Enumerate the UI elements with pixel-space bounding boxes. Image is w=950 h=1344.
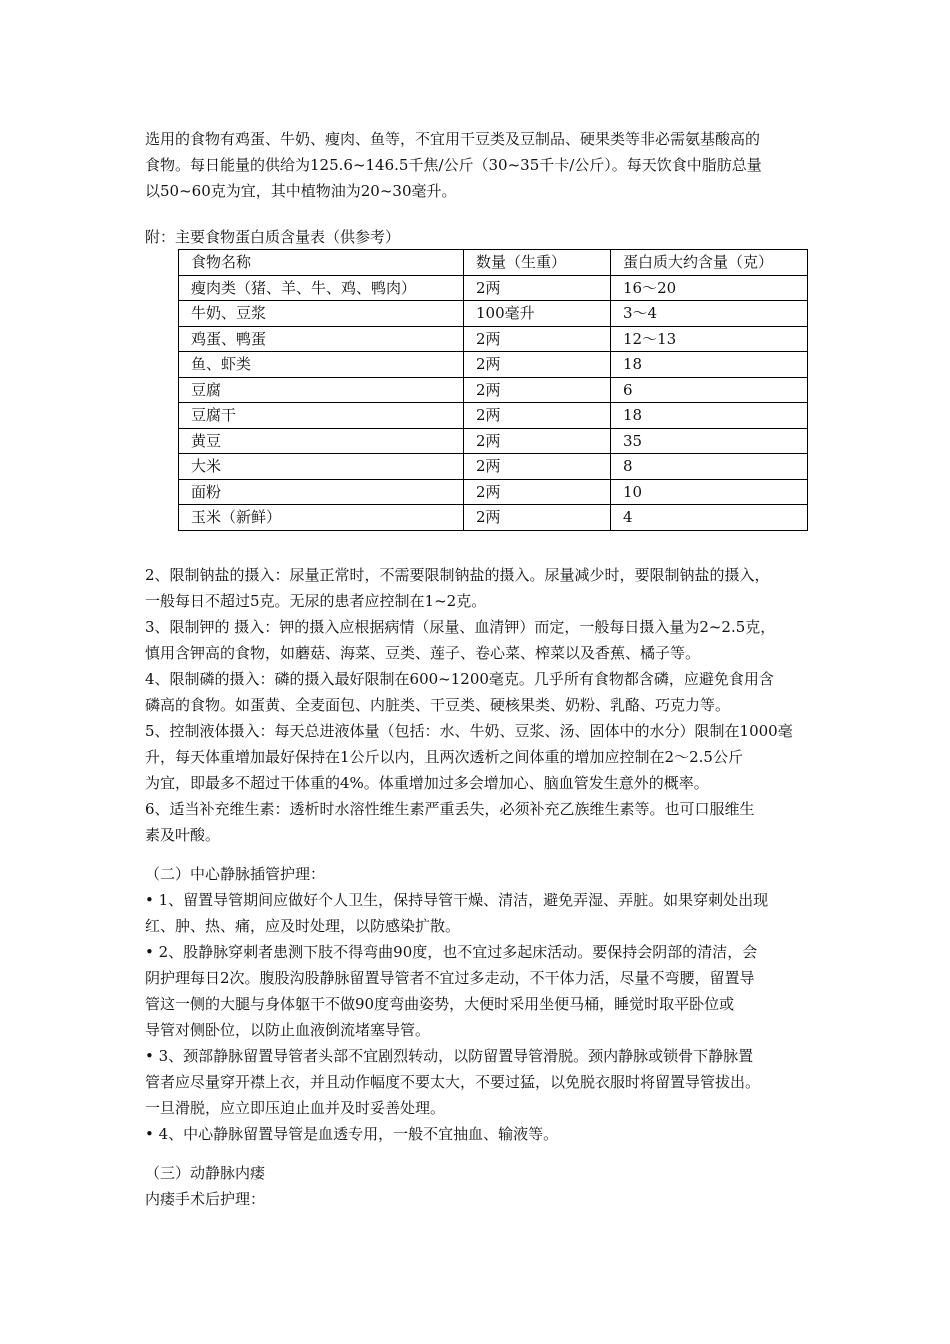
- list-line: 阴护理每日2次。腹股沟股静脉留置导管者不宜过多走动，不干体力活，尽量不弯腰，留置导: [145, 969, 755, 987]
- table-title: 附：主要食物蛋白质含量表（供参考）: [145, 228, 401, 246]
- quantity-cell: 2两: [464, 352, 611, 378]
- table-row: [179, 377, 808, 403]
- protein-cell: 18: [611, 352, 808, 378]
- diet-line: 为宜，即最多不超过干体重的4%。体重增加过多会增加心、脑血管发生意外的概率。: [145, 774, 709, 792]
- list-line: • 4、中心静脉留置导管是血透专用，一般不宜抽血、输液等。: [145, 1125, 559, 1143]
- intro-line: 选用的食物有鸡蛋、牛奶、瘦肉、鱼等，不宜用干豆类及豆制品、硬果类等非必需氨基酸高的: [145, 130, 761, 148]
- food-name-cell: 鱼、虾类: [179, 352, 464, 378]
- list-line: 红、肿、热、痛，应及时处理，以防感染扩散。: [145, 917, 461, 935]
- header-cell: 数量（生重）: [464, 250, 611, 276]
- list-line: • 3、颈部静脉留置导管者头部不宜剧烈转动，以防留置导管滑脱。颈内静脉或锁骨下静脉置: [145, 1047, 754, 1065]
- table-row: [179, 428, 808, 454]
- quantity-cell: 2两: [464, 377, 611, 403]
- intro-line: 以50~60克为宜，其中植物油为20~30毫升。: [145, 182, 457, 200]
- diet-line: 磷高的食物。如蛋黄、全麦面包、内脏类、干豆类、硬核果类、奶粉、乳酪、巧克力等。: [145, 696, 731, 714]
- header-cell: 蛋白质大约含量（克）: [611, 250, 808, 276]
- quantity-cell: 2两: [464, 479, 611, 505]
- table-row: [179, 301, 808, 327]
- food-name-cell: 鸡蛋、鸭蛋: [179, 326, 464, 352]
- protein-cell: 35: [611, 428, 808, 454]
- diet-line: 5、控制液体摄入：每天总进液体量（包括：水、牛奶、豆浆、汤、固体中的水分）限制在1000毫: [145, 722, 793, 740]
- list-line: 一旦滑脱，应立即压迫止血并及时妥善处理。: [145, 1099, 446, 1117]
- food-name-cell: 玉米（新鲜）: [179, 505, 464, 531]
- food-name-cell: 黄豆: [179, 428, 464, 454]
- food-name-cell: 豆腐: [179, 377, 464, 403]
- food-name-cell: 豆腐干: [179, 403, 464, 429]
- table-row: [179, 479, 808, 505]
- table-header-row: [179, 250, 808, 276]
- list-line: • 1、留置导管期间应做好个人卫生，保持导管干燥、清洁，避免弄湿、弄脏。如果穿刺处出现: [145, 891, 769, 909]
- catheter-care-list: [145, 887, 813, 1147]
- protein-cell: 4: [611, 505, 808, 531]
- diet-line: 升，每天体重增加最好保持在1公斤以内，且两次透析之间体重的增加应控制在2～2.5公斤: [145, 748, 743, 766]
- protein-cell: 6: [611, 377, 808, 403]
- intro-line: 食物。每日能量的供给为125.6~146.5千焦/公斤（30~35千卡/公斤）。每天饮食中脂肪总量: [145, 156, 762, 174]
- diet-line: 3、限制钾的 摄入：钾的摄入应根据病情（尿量、血清钾）而定，一般每日摄入量为2~2.5克，: [145, 618, 776, 636]
- protein-cell: 12～13: [611, 326, 808, 352]
- intro-paragraph: [145, 126, 813, 204]
- diet-restrictions: [145, 562, 813, 848]
- list-line: 导管对侧卧位，以防止血液倒流堵塞导管。: [145, 1021, 431, 1039]
- quantity-cell: 2两: [464, 275, 611, 301]
- protein-cell: 18: [611, 403, 808, 429]
- quantity-cell: 2两: [464, 505, 611, 531]
- diet-line: 素及叶酸。: [145, 826, 221, 844]
- section-heading: （二）中心静脉插管护理：: [145, 865, 326, 883]
- table-row: [179, 403, 808, 429]
- header-cell: 食物名称: [179, 250, 464, 276]
- diet-line: 4、限制磷的摄入：磷的摄入最好限制在600~1200毫克。几乎所有食物都含磷，应避免食用含: [145, 670, 774, 688]
- table-row: [179, 352, 808, 378]
- diet-line: 2、限制钠盐的摄入：尿量正常时，不需要限制钠盐的摄入。尿量减少时，要限制钠盐的摄入，: [145, 566, 770, 584]
- table-row: [179, 454, 808, 480]
- protein-cell: 8: [611, 454, 808, 480]
- diet-line: 一般每日不超过5克。无尿的患者应控制在1~2克。: [145, 592, 487, 610]
- quantity-cell: 2两: [464, 403, 611, 429]
- protein-cell: 16～20: [611, 275, 808, 301]
- food-name-cell: 面粉: [179, 479, 464, 505]
- diet-line: 慎用含钾高的食物，如蘑菇、海菜、豆类、莲子、卷心菜、榨菜以及香蕉、橘子等。: [145, 644, 701, 662]
- quantity-cell: 2两: [464, 428, 611, 454]
- section-heading: （三）动静脉内瘘: [145, 1164, 266, 1182]
- list-line: 管这一侧的大腿与身体躯干不做90度弯曲姿势，大便时采用坐便马桶，睡觉时取平卧位或: [145, 995, 735, 1013]
- protein-cell: 10: [611, 479, 808, 505]
- quantity-cell: 2两: [464, 454, 611, 480]
- list-line: 管者应尽量穿开襟上衣，并且动作幅度不要太大，不要过猛，以免脱衣服时将留置导管拔出。: [145, 1073, 761, 1091]
- table-row: [179, 505, 808, 531]
- quantity-cell: 2两: [464, 326, 611, 352]
- protein-table: [178, 249, 808, 531]
- quantity-cell: 100毫升: [464, 301, 611, 327]
- food-name-cell: 牛奶、豆浆: [179, 301, 464, 327]
- food-name-cell: 大米: [179, 454, 464, 480]
- table-row: [179, 326, 808, 352]
- food-name-cell: 瘦肉类（猪、羊、牛、鸡、鸭肉）: [179, 275, 464, 301]
- list-line: • 2、股静脉穿刺者患测下肢不得弯曲90度，也不宜过多起床活动。要保持会阴部的清洁，会: [145, 943, 758, 961]
- table-row: [179, 275, 808, 301]
- subheading: 内瘘手术后护理：: [145, 1190, 266, 1208]
- protein-cell: 3～4: [611, 301, 808, 327]
- diet-line: 6、适当补充维生素：透析时水溶性维生素严重丢失，必须补充乙族维生素等。也可口服维生: [145, 800, 755, 818]
